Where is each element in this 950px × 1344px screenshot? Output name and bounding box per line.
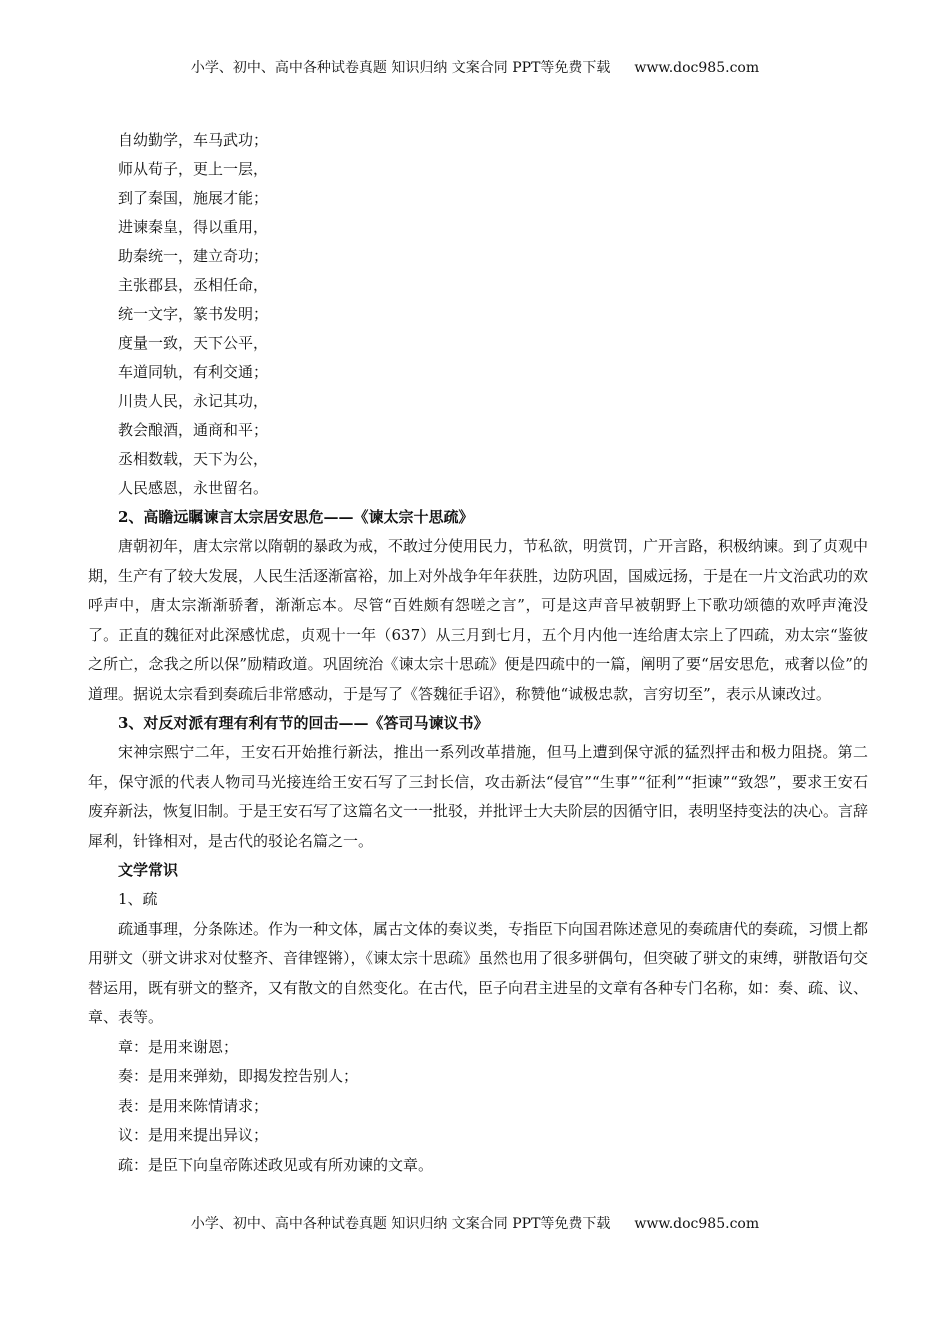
- verse-line: 到了秦国，施展才能；: [118, 189, 269, 207]
- literature-paragraph: 疏通事理，分条陈述。作为一种文体，属古文体的奏议类，专指臣下向国君陈述意见的奏疏唐代的奏疏，习惯上都用骈文（骈文讲求对仗整齐、音律铿锵），《谏太宗十思疏》虽然也用了很多骈偶句，但突破了骈文的束缚，骈散语句交替运用，既有骈文的整齐，又有散文的自然变化。在古代，臣子向君主进呈的文章有各种专门名称，如：奏、疏、议、章、表等。: [88, 919, 869, 1026]
- list-item: 表：是用来陈情请求；: [118, 1096, 269, 1115]
- list-item: 章：是用来谢恩；: [118, 1037, 239, 1056]
- section3-paragraph: 宋神宗熙宁二年，王安石开始推行新法，推出一系列改革措施，但马上遭到保守派的猛烈抨击和极力阻挠。第二年，保守派的代表人物司马光接连给王安石写了三封长信，攻击新法“侵官”“生事”“征利”“拒谏”“致怨”，要求王安石废弃新法，恢复旧制。于是王安石写了这篇名文一一批驳，并批评士大夫阶层的因循守旧，表明坚持变法的决心。言辞犀利，针锋相对，是古代的驳论名篇之一。: [88, 743, 869, 850]
- verse-line: 主张郡县，丞相任命，: [118, 276, 269, 294]
- literature-heading: 文学常识: [118, 861, 179, 879]
- verse-line: 度量一致，天下公平，: [118, 334, 269, 352]
- verse-line: 丞相数载，天下为公，: [118, 450, 269, 468]
- document-body: [88, 126, 869, 1180]
- verse-line: 车道同轨，有利交通；: [118, 363, 269, 381]
- list-item: 议：是用来提出异议；: [118, 1126, 269, 1144]
- literature-subheading: 1、疏: [118, 890, 158, 908]
- verse-line: 进谏秦皇，得以重用，: [118, 218, 269, 236]
- section3-heading: 3、对反对派有理有利有节的回击——《答司马谏议书》: [118, 714, 489, 732]
- verse-line: 师从荀子，更上一层，: [118, 160, 269, 178]
- verse-line: 人民感恩，永世留名。: [118, 479, 269, 497]
- page-header: [0, 58, 950, 78]
- verse-line: 川贵人民，永记其功，: [118, 392, 269, 410]
- verse-line: 教会酿酒，通商和平；: [118, 421, 269, 439]
- footer-site-link[interactable]: www.doc985.com: [634, 1216, 760, 1232]
- verse-line: 统一文字，篆书发明；: [118, 305, 269, 323]
- header-site-link[interactable]: www.doc985.com: [634, 60, 760, 76]
- list-item: 奏：是用来弹劾，即揭发控告别人；: [118, 1067, 359, 1085]
- header-text: 小学、初中、高中各种试卷真题 知识归纳 文案合同 PPT等免费下载: [190, 60, 611, 76]
- section2-heading: 2、高瞻远瞩谏言太宗居安思危——《谏太宗十思疏》: [118, 508, 474, 526]
- verse-line: 助秦统一，建立奇功；: [118, 247, 269, 265]
- footer-text: 小学、初中、高中各种试卷真题 知识归纳 文案合同 PPT等免费下载: [190, 1216, 611, 1232]
- genre-list: [118, 1033, 868, 1181]
- verse-block: [118, 126, 868, 503]
- section2-paragraph: 唐朝初年，唐太宗常以隋朝的暴政为戒，不敢过分使用民力，节私欲，明赏罚，广开言路，积极纳谏。到了贞观中期，生产有了较大发展，人民生活逐渐富裕，加上对外战争年年获胜，边防巩固，国威远扬，于是在一片文治武功的欢呼声中，唐太宗渐渐骄奢，渐渐忘本。尽管“百姓颇有怨嗟之言”，可是这声音早被朝野上下歌功颂德的欢呼声淹没了。正直的魏征对此深感忧虑，贞观十一年（637）从三月到七月，五个月内他一连给唐太宗上了四疏，劝太宗“鉴彼之所亡，念我之所以保”励精政道。巩固统治《谏太宗十思疏》便是四疏中的一篇，阐明了要“居安思危，戒奢以俭”的道理。据说太宗看到奏疏后非常感动，于是写了《答魏征手诏》，称赞他“诚极忠款，言穷切至”，表示从谏改过。: [88, 537, 869, 703]
- page-footer: [0, 1214, 950, 1234]
- verse-line: 自幼勤学，车马武功；: [118, 131, 269, 149]
- list-item: 疏：是臣下向皇帝陈述政见或有所劝谏的文章。: [118, 1155, 434, 1174]
